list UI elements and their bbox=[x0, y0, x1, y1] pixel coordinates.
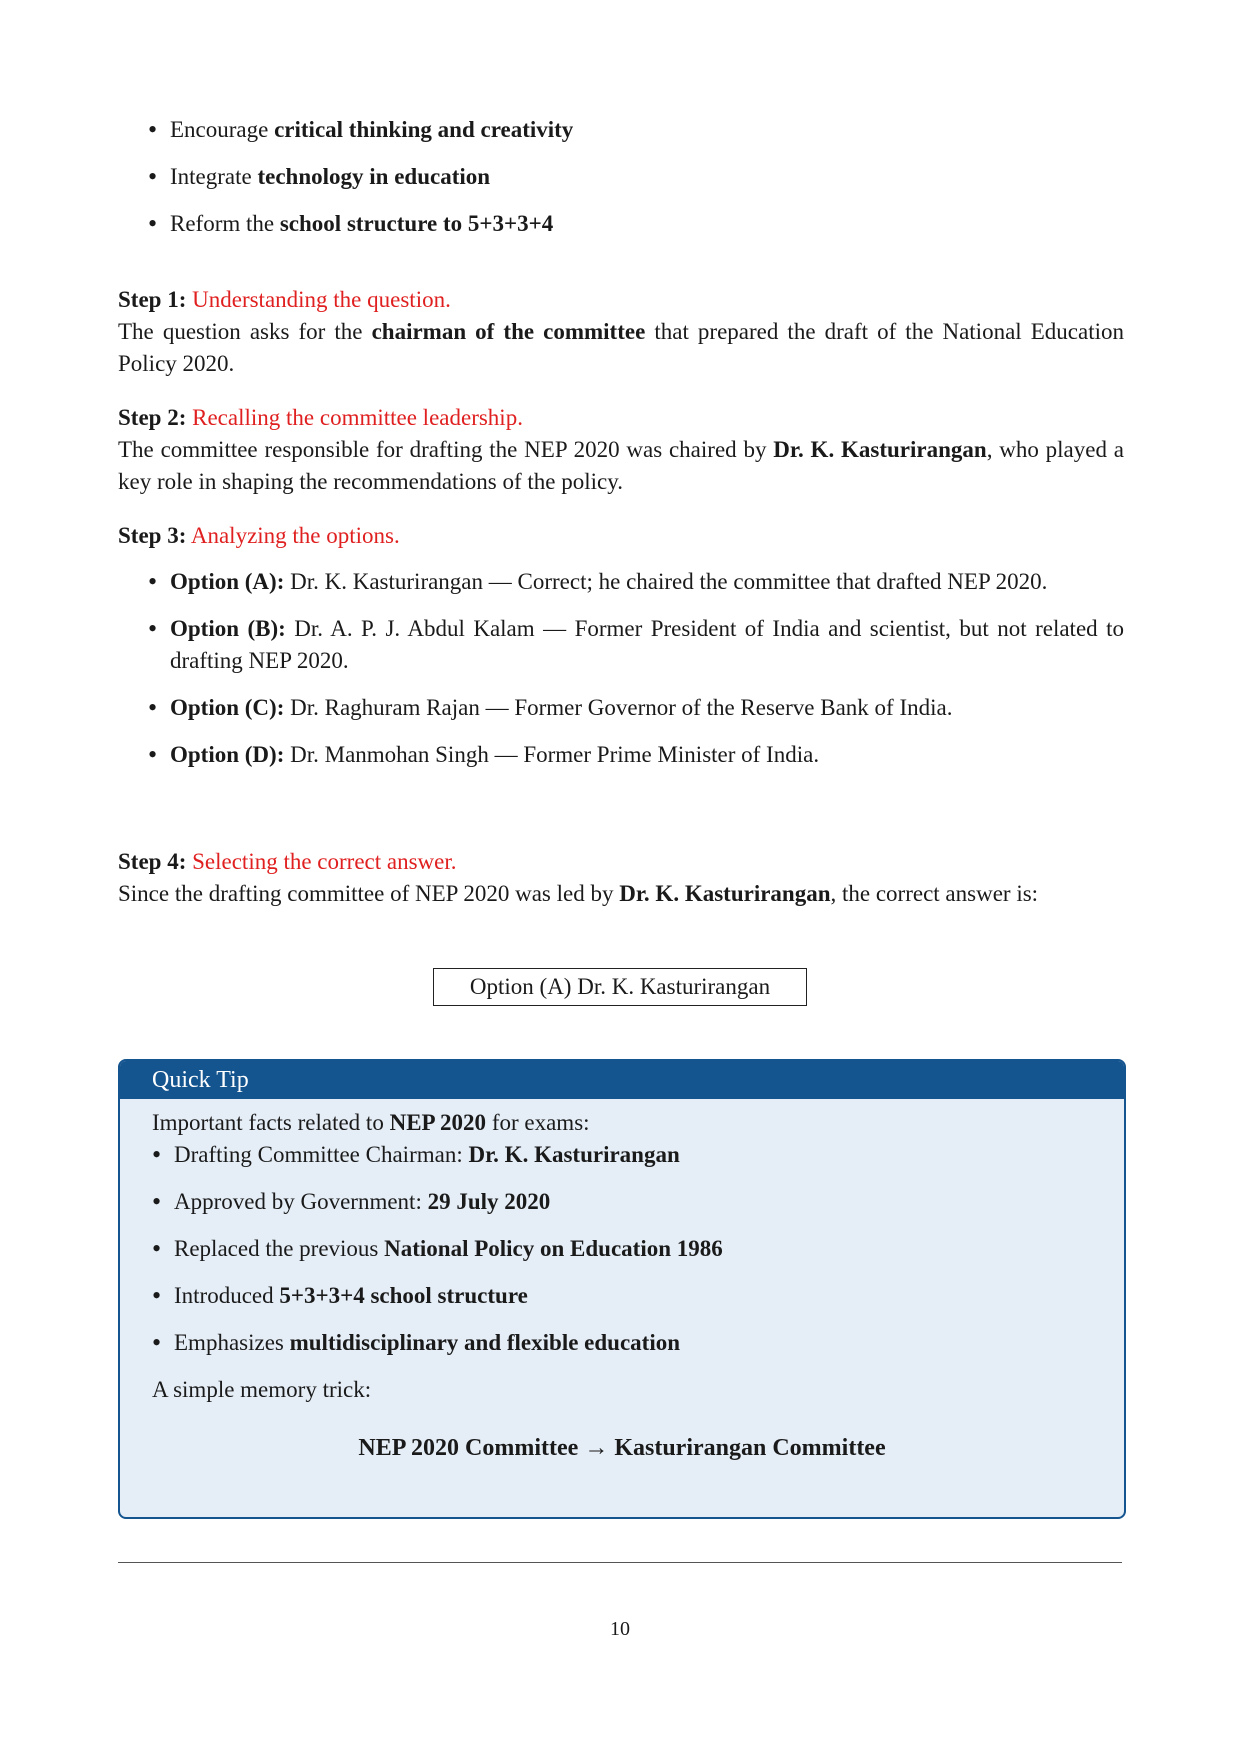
quick-tip-title: Quick Tip bbox=[120, 1061, 1124, 1099]
step-3 bbox=[118, 520, 1124, 552]
answer-box: Option (A) Dr. K. Kasturirangan bbox=[433, 968, 807, 1006]
quick-tip-fact: • Replaced the previous National Policy on Education 1986 bbox=[152, 1233, 1092, 1265]
intro-bullet: • Reform the school structure to 5+3+3+4 bbox=[148, 208, 1048, 240]
quick-tip-fact: • Approved by Government: 29 July 2020 bbox=[152, 1186, 1092, 1218]
quick-tip-intro: Important facts related to NEP 2020 for exams: bbox=[152, 1110, 590, 1135]
step-4 bbox=[118, 846, 1124, 910]
intro-bullet: • Encourage critical thinking and creativity bbox=[148, 114, 1048, 146]
step-body: The question asks for the chairman of the committee that prepared the draft of the National Education Policy 2020. bbox=[118, 319, 1124, 376]
step-heading: Step 2: Recalling the committee leadership. bbox=[118, 405, 523, 430]
step-body: The committee responsible for drafting the NEP 2020 was chaired by Dr. K. Kasturirangan, who played a key role in shaping the recommendations of the policy. bbox=[118, 437, 1124, 494]
quick-tip-fact: • Emphasizes multidisciplinary and flexible education bbox=[152, 1327, 1092, 1359]
intro-bullet-list bbox=[148, 114, 1048, 255]
memory-trick-label: A simple memory trick: bbox=[152, 1377, 372, 1402]
quick-tip-fact-list bbox=[152, 1139, 1092, 1359]
step-body: Since the drafting committee of NEP 2020 was led by Dr. K. Kasturirangan, the correct answer is: bbox=[118, 881, 1039, 906]
quick-tip-fact: • Introduced 5+3+3+4 school structure bbox=[152, 1280, 1092, 1312]
option-list bbox=[148, 566, 1124, 786]
step-1 bbox=[118, 284, 1124, 380]
footer-divider bbox=[118, 1562, 1122, 1563]
memory-trick-formula: NEP 2020 Committee → Kasturirangan Committee bbox=[358, 1435, 886, 1461]
step-heading: Step 4: Selecting the correct answer. bbox=[118, 849, 457, 874]
option-item-d: • Option (D): Dr. Manmohan Singh — Former Prime Minister of India. bbox=[148, 739, 1124, 771]
option-item-c: • Option (C): Dr. Raghuram Rajan — Former Governor of the Reserve Bank of India. bbox=[148, 692, 1124, 724]
page-number: 10 bbox=[610, 1618, 630, 1640]
step-2 bbox=[118, 402, 1124, 498]
option-item-b: • Option (B): Dr. A. P. J. Abdul Kalam — Former President of India and scientist, but not related to drafting NEP 2020. bbox=[148, 613, 1124, 677]
step-heading: Step 1: Understanding the question. bbox=[118, 287, 451, 312]
quick-tip-body bbox=[120, 1099, 1124, 1464]
step-heading: Step 3: Analyzing the options. bbox=[118, 523, 400, 548]
option-item-a: • Option (A): Dr. K. Kasturirangan — Correct; he chaired the committee that drafted NEP 2020. bbox=[148, 566, 1124, 598]
quick-tip-box bbox=[118, 1059, 1126, 1519]
intro-bullet: • Integrate technology in education bbox=[148, 161, 1048, 193]
quick-tip-fact: • Drafting Committee Chairman: Dr. K. Kasturirangan bbox=[152, 1139, 1092, 1171]
